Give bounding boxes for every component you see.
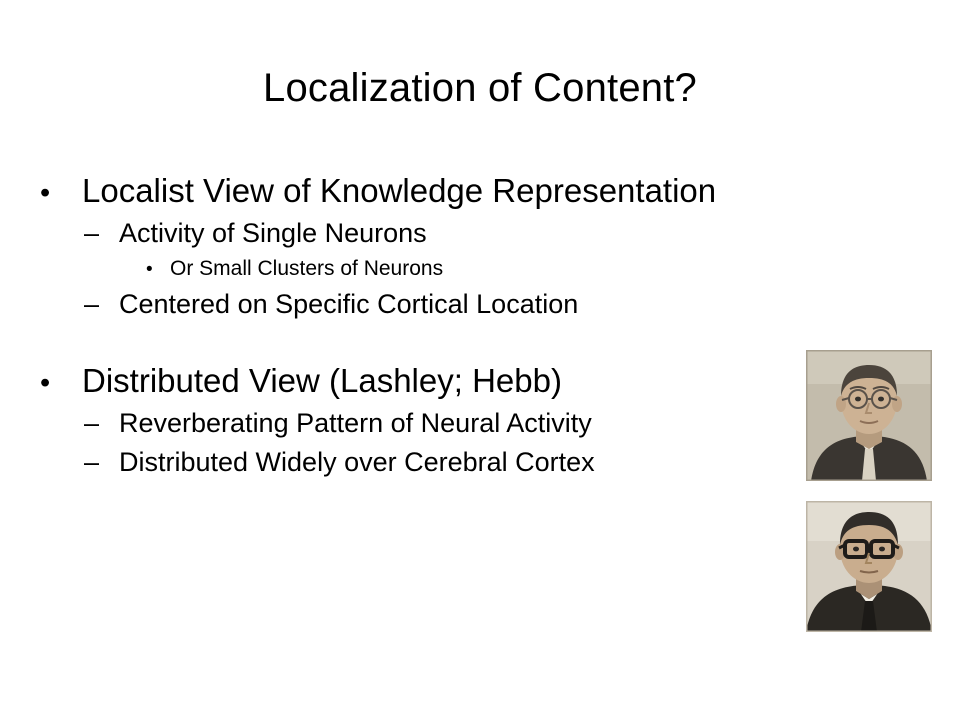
list-item-label: Distributed View (Lashley; Hebb): [82, 362, 562, 400]
bullet-marker: •: [40, 367, 51, 400]
slide-body: [34, 170, 934, 485]
bullet-marker: –: [84, 218, 100, 249]
list-item-label: Distributed Widely over Cerebral Cortex: [119, 447, 595, 478]
bullet-marker: –: [84, 447, 100, 478]
list-item: [146, 255, 934, 283]
bullet-marker: •: [146, 259, 153, 281]
list-item-label: Or Small Clusters of Neurons: [170, 257, 444, 281]
list-item: [34, 360, 934, 402]
list-spacer: [34, 326, 934, 360]
list-item: [34, 170, 934, 212]
list-item-label: Localist View of Knowledge Representation: [82, 172, 717, 209]
bullet-marker: –: [84, 289, 100, 320]
list-item: [84, 287, 934, 322]
bullet-marker: •: [40, 177, 51, 209]
page-title: Localization of Content?: [263, 66, 697, 110]
list-item-label: Activity of Single Neurons: [119, 218, 427, 249]
bullet-marker: –: [84, 408, 100, 439]
portrait-hebb-image: [806, 501, 932, 632]
portrait-lashley-image: [806, 350, 932, 481]
list-item: [84, 216, 934, 251]
list-item-label: Reverberating Pattern of Neural Activity: [119, 408, 592, 439]
list-item-label: Centered on Specific Cortical Location: [119, 289, 579, 320]
